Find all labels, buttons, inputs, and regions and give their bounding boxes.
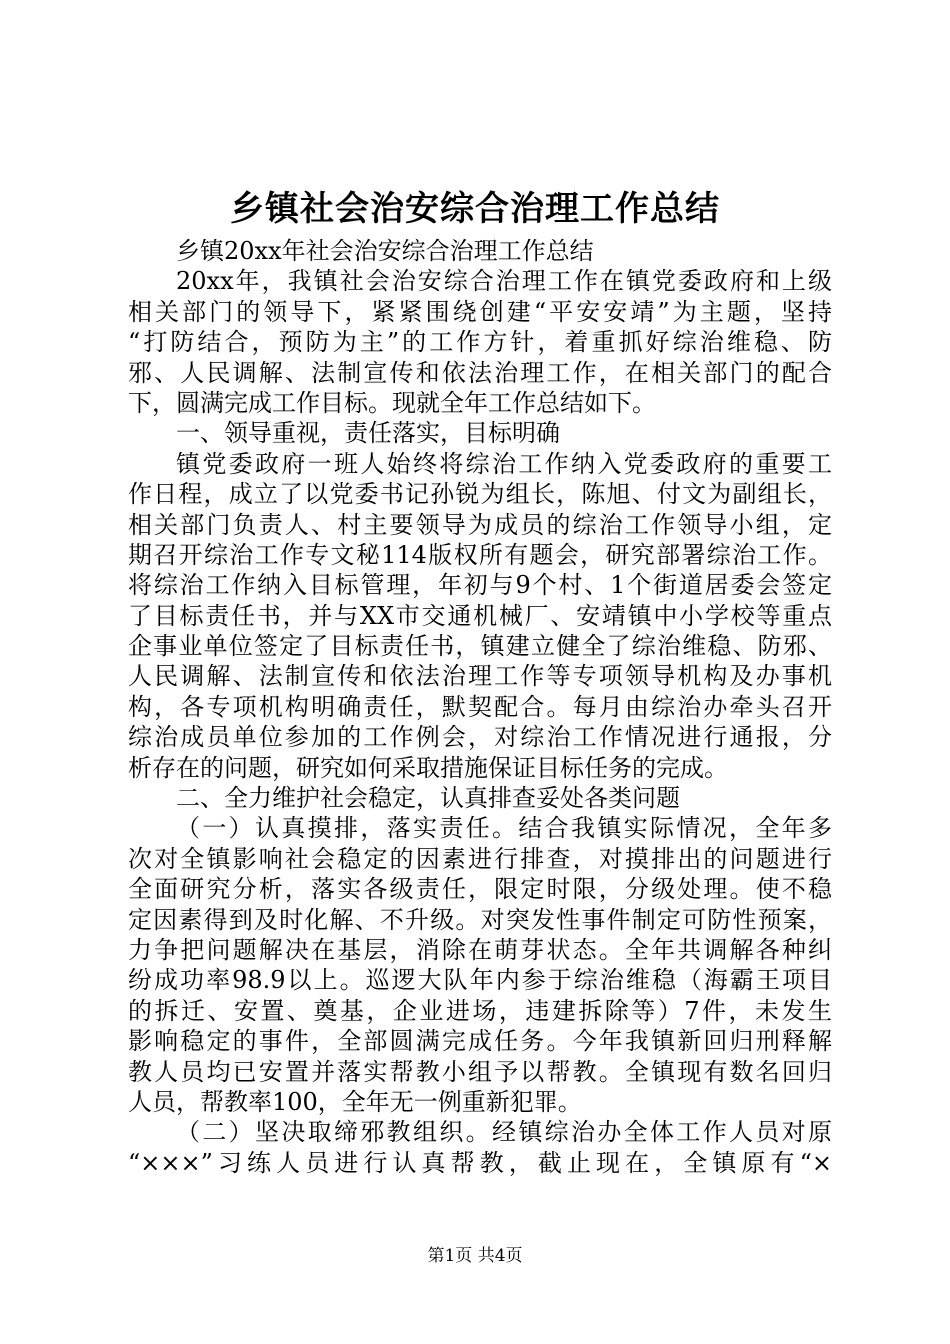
body-line: 将综治工作纳入目标管理，年初与9个村、1个街道居委会签定 bbox=[128, 571, 832, 600]
body-line: 人民调解、法制宣传和依法治理工作等专项领导机构及办事机 bbox=[128, 662, 832, 691]
body-line: 力争把问题解决在基层，消除在萌芽状态。全年共调解各种纠 bbox=[128, 935, 832, 964]
body-line: 邪、人民调解、法制宣传和依法治理工作，在相关部门的配合 bbox=[128, 358, 832, 387]
body-line: 镇党委政府一班人始终将综治工作纳入党委政府的重要工 bbox=[176, 449, 832, 478]
body-line: “打防结合，预防为主”的工作方针，着重抓好综治维稳、防 bbox=[128, 328, 832, 357]
body-line: 综治成员单位参加的工作例会，对综治工作情况进行通报，分 bbox=[128, 723, 832, 752]
body-line: 全面研究分析，落实各级责任，限定时限，分级处理。使不稳 bbox=[128, 875, 832, 904]
body-line: 期召开综治工作专文秘114版权所有题会，研究部署综治工作。 bbox=[128, 540, 832, 569]
body-line: 人员，帮教率100，全年无一例重新犯罪。 bbox=[128, 1087, 582, 1116]
document-body bbox=[128, 236, 832, 1178]
body-line: 乡镇20xx年社会治安综合治理工作总结 bbox=[176, 237, 594, 265]
body-line: 企事业单位签定了目标责任书，镇建立健全了综治维稳、防邪、 bbox=[128, 632, 832, 661]
page-footer: 第1页 共4页 bbox=[427, 1246, 523, 1266]
body-line: 的拆迁、安置、奠基，企业进场，违建拆除等）7件，未发生 bbox=[128, 996, 832, 1025]
body-line: 影响稳定的事件，全部圆满完成任务。今年我镇新回归刑释解 bbox=[128, 1027, 832, 1056]
body-line: 二、全力维护社会稳定，认真排查妥处各类问题 bbox=[176, 784, 680, 813]
body-line: 一、领导重视，责任落实，目标明确 bbox=[176, 419, 560, 448]
body-line: 次对全镇影响社会稳定的因素进行排查，对摸排出的问题进行 bbox=[128, 844, 832, 873]
body-line: （一）认真摸排，落实责任。结合我镇实际情况，全年多 bbox=[176, 814, 832, 843]
body-line: 20xx年，我镇社会治安综合治理工作在镇党委政府和上级 bbox=[176, 267, 832, 296]
body-line: 构，各专项机构明确责任，默契配合。每月由综治办牵头召开 bbox=[128, 692, 832, 721]
body-line: 相关部门负责人、村主要领导为成员的综治工作领导小组，定 bbox=[128, 510, 832, 539]
body-line: （二）坚决取缔邪教组织。经镇综治办全体工作人员对原 bbox=[176, 1118, 832, 1147]
body-line: “×××”习练人员进行认真帮教，截止现在，全镇原有“× bbox=[128, 1148, 832, 1177]
body-line: 作日程，成立了以党委书记孙锐为组长，陈旭、付文为副组长， bbox=[128, 480, 832, 509]
body-line: 纷成功率98.9以上。巡逻大队年内参于综治维稳（海霸王项目 bbox=[128, 966, 832, 995]
body-line: 定因素得到及时化解、不升级。对突发性事件制定可防性预案， bbox=[128, 905, 832, 934]
body-line: 教人员均已安置并落实帮教小组予以帮教。全镇现有数名回归 bbox=[128, 1057, 832, 1086]
document-title: 乡镇社会治安综合治理工作总结 bbox=[230, 189, 720, 229]
body-line: 相关部门的领导下，紧紧围绕创建“平安安靖”为主题，坚持 bbox=[128, 297, 832, 326]
body-line: 析存在的问题，研究如何采取措施保证目标任务的完成。 bbox=[128, 753, 728, 782]
body-line: 了目标责任书，并与XX市交通机械厂、安靖镇中小学校等重点 bbox=[128, 601, 832, 630]
body-line: 下，圆满完成工作目标。现就全年工作总结如下。 bbox=[128, 388, 656, 417]
